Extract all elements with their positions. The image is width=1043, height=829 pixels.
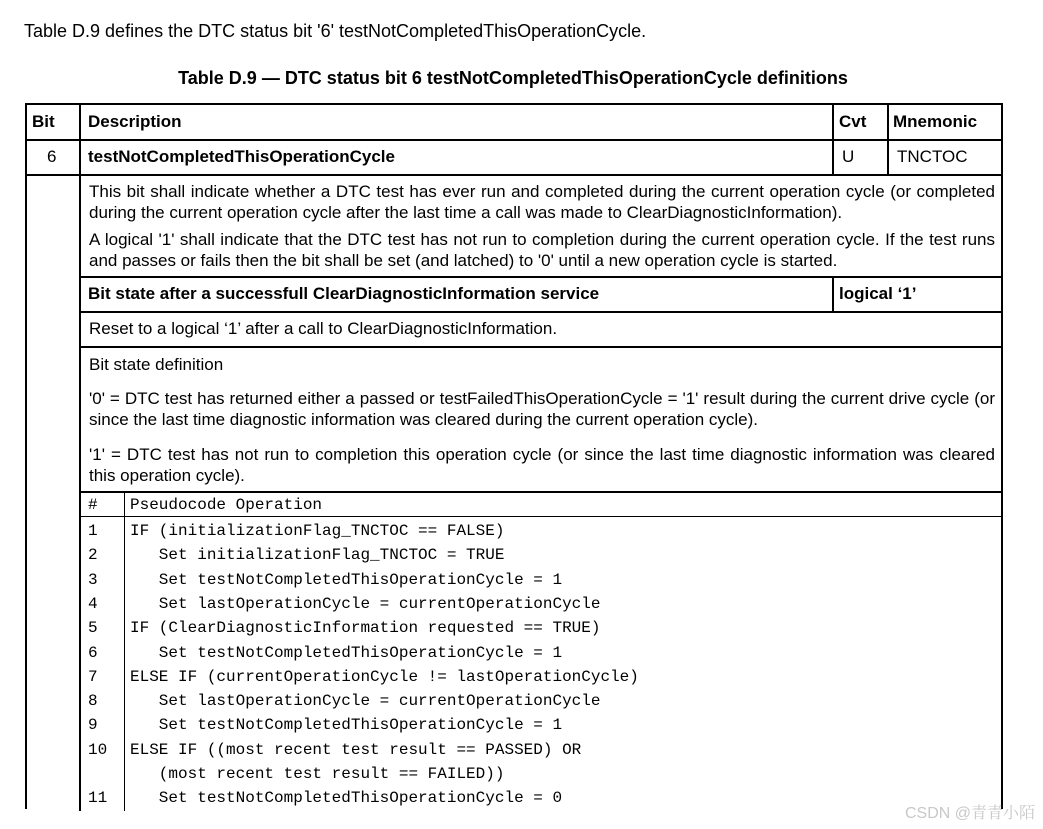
pseudocode-line-code: Set testNotCompletedThisOperationCycle = 1 — [130, 716, 563, 735]
pseudocode-line-code: ELSE IF ((most recent test result == PASSED) OR — [130, 740, 582, 759]
reset-rule — [81, 346, 1001, 348]
row-mnemonic: TNCTOC — [897, 147, 968, 166]
description-paragraph: This bit shall indicate whether a DTC test has ever run and completed during the current operation cycle (or completed during the current operation cycle after the last time a call was made to ClearDiagnosticInformation). — [89, 182, 995, 222]
clear-state-value: logical ‘1’ — [839, 284, 917, 303]
pseudocode-line-number: 9 — [88, 716, 98, 735]
pseudocode-col-num: # — [88, 496, 98, 514]
pseudocode-line-code: Set lastOperationCycle = currentOperationCycle — [130, 692, 601, 711]
row-bit: 6 — [47, 147, 57, 166]
pseudocode-col-op: Pseudocode Operation — [130, 496, 323, 514]
pseudocode-line-code: IF (ClearDiagnosticInformation requested == TRUE) — [130, 619, 601, 638]
pseudocode-line-number: 2 — [88, 546, 98, 565]
description-paragraph: A logical '1' shall indicate that the DTC test has not run to completion during the current operation cycle. If the test runs and passes or fails then the bit shall be set (and latched) to '0' until a new operation cycle is started. — [89, 230, 995, 270]
mnemonic-col-rule — [887, 105, 889, 174]
pseudocode-line-number: 3 — [88, 570, 98, 589]
clear-rule — [81, 311, 1001, 313]
pseudocode-line-code: Set testNotCompletedThisOperationCycle = 0 — [130, 789, 563, 808]
pseudocode-line-code: Set testNotCompletedThisOperationCycle = 1 — [130, 570, 563, 589]
header-bit: Bit — [32, 112, 55, 131]
table-caption: Table D.9 — DTC status bit 6 testNotCompletedThisOperationCycle definitions — [178, 68, 848, 88]
reset-text: Reset to a logical ‘1’ after a call to ClearDiagnosticInformation. — [89, 319, 558, 338]
pseudocode-line-number: 10 — [88, 740, 108, 759]
pseudocode-line-number: 8 — [88, 692, 98, 711]
pseudocode-line-code: IF (initializationFlag_TNCTOC == FALSE) — [130, 522, 505, 540]
header-mnemonic: Mnemonic — [893, 112, 978, 131]
clear-value-rule — [832, 276, 834, 311]
pseudocode-line-code: Set initializationFlag_TNCTOC = TRUE — [130, 546, 505, 565]
pseudocode-line-number: 1 — [88, 522, 98, 540]
watermark: CSDN @青青小陌 — [904, 805, 1035, 822]
pseudocode-line-number: 11 — [88, 789, 108, 808]
bit-col-rule — [79, 105, 81, 811]
pseudocode-line-code: Set testNotCompletedThisOperationCycle = 1 — [130, 643, 563, 662]
bit-state-title: Bit state definition — [89, 355, 224, 374]
bit-state-zero: '0' = DTC test has returned either a passed or testFailedThisOperationCycle = '1' result during the current drive cycle (or since the last time diagnostic information was cleared during the current operation cycle). — [89, 389, 995, 429]
dtc-status-table — [25, 103, 1003, 809]
clear-state-label: Bit state after a successfull ClearDiagnosticInformation service — [88, 284, 600, 303]
pseudocode-line-number: 5 — [88, 619, 98, 638]
row-name: testNotCompletedThisOperationCycle — [88, 147, 395, 166]
bit-state-one: '1' = DTC test has not run to completion this operation cycle (or since the last time diagnostic information was cleared this operation cycle). — [89, 445, 995, 485]
pseudocode-line-number: 7 — [88, 667, 98, 686]
row-cvt: U — [842, 147, 855, 166]
pseudocode-line-number: 6 — [88, 643, 98, 662]
header-description: Description — [88, 112, 182, 131]
header-rule — [27, 139, 1001, 141]
intro-text: Table D.9 defines the DTC status bit '6' testNotCompletedThisOperationCycle. — [24, 21, 647, 41]
pseudocode-line-code: Set lastOperationCycle = currentOperationCycle — [130, 594, 601, 613]
desc-rule — [81, 276, 1001, 278]
pseudocode-line-number: 4 — [88, 594, 98, 613]
header-cvt: Cvt — [839, 112, 867, 131]
pseudocode-col-rule — [124, 491, 125, 811]
cvt-col-rule — [832, 105, 834, 174]
pseudocode-line-code: (most recent test result == FAILED)) — [130, 765, 505, 783]
pseudocode-line-code: ELSE IF (currentOperationCycle != lastOperationCycle) — [130, 667, 639, 686]
row-rule — [27, 174, 1001, 176]
